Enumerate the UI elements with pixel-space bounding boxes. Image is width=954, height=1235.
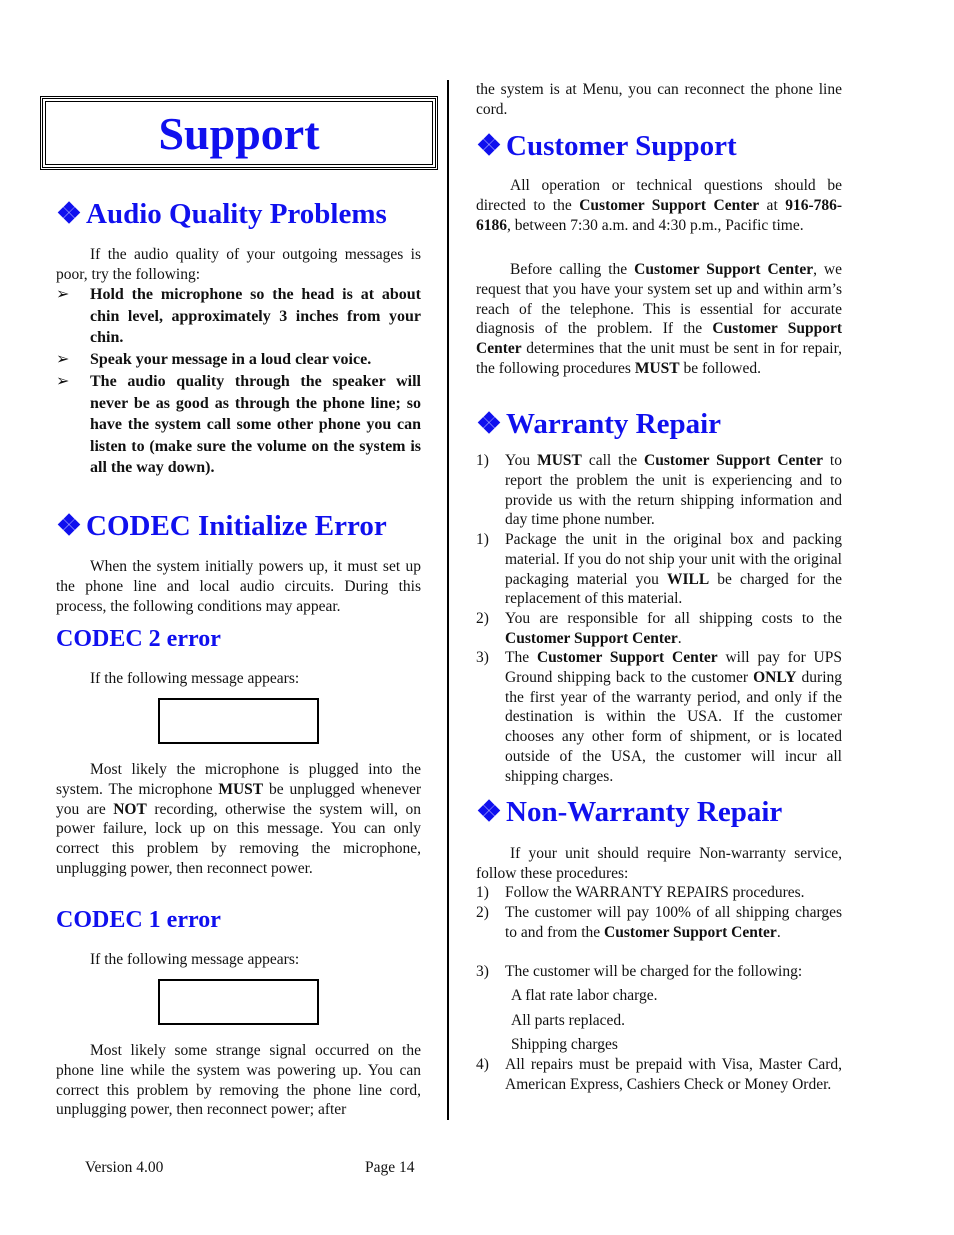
list-item: 1) You MUST call the Customer Support Center to report the problem the unit is experiencing and to provide us with the return shipping information and day time phone number. (476, 452, 842, 529)
customer-support-paragraph-2: Before calling the Customer Support Center, we request that you have your system set up and within arm’s reach of the telephone. This is essential for accurate diagnosis of the problem. If the Customer Support Center determines that the unit must be sent in for repair, the following procedures MUST be followed. (476, 261, 842, 377)
diamond-bullet-icon: ❖ (476, 130, 502, 162)
arrow-bullet-icon: ➢ (56, 286, 70, 303)
heading-codec-error: ❖ CODEC Initialize Error (56, 510, 387, 542)
codec2-msg: If the following message appears: (90, 670, 300, 687)
column-divider (447, 80, 449, 1120)
lcd-message-box (158, 979, 319, 1025)
heading-codec1: CODEC 1 error (56, 907, 221, 933)
list-item: 1) Package the unit in the original box and packing material. If you do not ship your unit with the original packaging material you WILL be charged for the replacement of this material. (476, 531, 842, 608)
lcd-message-box (158, 698, 319, 744)
bullet-item: ➢ Hold the microphone so the head is at about chin level, approximately 3 inches from your chin. (56, 286, 421, 346)
list-item: 1) Follow the WARRANTY REPAIRS procedures. (476, 884, 805, 901)
footer-version: Version 4.00 (85, 1159, 164, 1176)
heading-warranty-repair: ❖ Warranty Repair (476, 408, 722, 440)
list-item: 4) All repairs must be prepaid with Visa, Master Card, American Express, Cashiers Check or Money Order. (476, 1056, 842, 1093)
list-item: 2) The customer will pay 100% of all shipping charges to and from the Customer Support Center. (476, 904, 842, 941)
diamond-bullet-icon: ❖ (56, 198, 82, 230)
heading-codec2: CODEC 2 error (56, 626, 221, 652)
codec-intro: When the system initially powers up, it must set up the phone line and local audio circuits. During this process, the following conditions may appear. (56, 558, 421, 615)
diamond-bullet-icon: ❖ (476, 796, 502, 828)
page-title-box (40, 96, 438, 170)
page-title: Support (158, 108, 320, 159)
bullet-item: ➢ Speak your message in a loud clear voice. (90, 349, 421, 371)
codec1-paragraph: Most likely some strange signal occurred on the phone line while the system was powering up. You can correct this problem by removing the phone line cord, unplugging power, then reconnect power; after (56, 1042, 421, 1119)
heading-non-warranty-repair: ❖ Non-Warranty Repair (476, 796, 783, 828)
non-warranty-intro: If your unit should require Non-warranty service, follow these procedures: (476, 845, 842, 882)
codec1-msg: If the following message appears: (90, 951, 300, 968)
footer-page-number: Page 14 (365, 1159, 415, 1176)
continued-text: the system is at Menu, you can reconnect the phone line cord. (476, 81, 842, 118)
codec2-paragraph: Most likely the microphone is plugged into the system. The microphone MUST be unplugged whenever you are NOT recording, otherwise the system will, on power failure, lock up on this message. You can only correct this problem by removing the microphone, unplugging power, then reconnect power. (56, 761, 421, 877)
bullet-item: ➢ The audio quality through the speaker will never be as good as through the phone line; so have the system call some other phone you can listen to (make sure the volume on the system is all the way down). (56, 373, 421, 476)
heading-customer-support: ❖ Customer Support (476, 130, 737, 162)
arrow-bullet-icon: ➢ (56, 351, 70, 368)
charge-item: All parts replaced. (511, 1012, 626, 1029)
audio-intro: If the audio quality of your outgoing messages is poor, try the following: (56, 246, 421, 283)
list-item: 3) The Customer Support Center will pay for UPS Ground shipping back to the customer ONLY during the first year of the warranty period, and only if the destination is within the USA. If the customer chooses any other form of shipment, or is located outside of the USA, the customer will incur all shipping charges. (476, 649, 843, 785)
arrow-bullet-icon: ➢ (56, 373, 70, 390)
heading-audio-quality: ❖ Audio Quality Problems (56, 198, 387, 230)
list-item: 3) The customer will be charged for the following: (476, 963, 803, 980)
list-item: 2) You are responsible for all shipping costs to the Customer Support Center. (476, 610, 842, 647)
diamond-bullet-icon: ❖ (56, 510, 82, 542)
diamond-bullet-icon: ❖ (476, 408, 502, 440)
charge-item: A flat rate labor charge. (511, 987, 658, 1004)
customer-support-paragraph-1: All operation or technical questions should be directed to the Customer Support Center at 916-786-6186, between 7:30 a.m. and 4:30 p.m., Pacific time. (476, 177, 843, 234)
charge-item: Shipping charges (511, 1036, 618, 1053)
